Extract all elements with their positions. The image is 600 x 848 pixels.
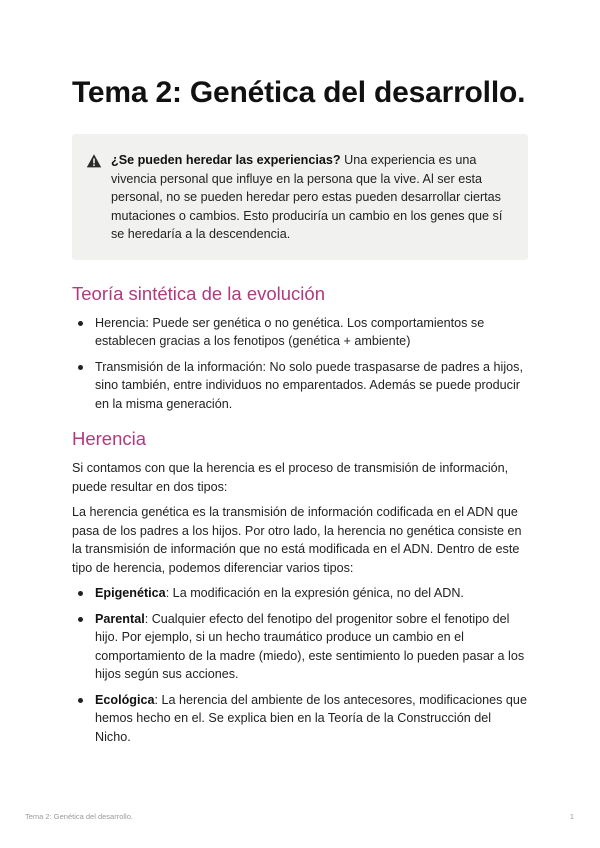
list-item [72, 358, 528, 414]
bullet-icon [78, 617, 83, 622]
herencia-types-list [72, 584, 528, 746]
bullet-icon [78, 365, 83, 370]
bullet-icon [78, 591, 83, 596]
section-heading-herencia: Herencia [72, 428, 147, 449]
warning-icon [86, 153, 102, 169]
list-item-text: Transmisión de la información: No solo puede traspasarse de padres a hijos, sino también, entre individuos no emparentados. Además se puede producir en la misma generación. [95, 359, 523, 411]
list-item-text: : La modificación en la expresión génica, no del ADN. [165, 586, 464, 600]
page-number: 1 [569, 812, 574, 821]
bullet-icon [78, 698, 83, 703]
callout-body: Una experiencia es una vivencia personal que influye en la persona que la vive. Al ser esta personal, no se pueden heredar pero estas pueden desarrollar ciertas mutaciones o cambios. Esto produciría un cambio en los genes que sí se heredaría a la descendencia. [111, 153, 503, 241]
list-item [72, 610, 528, 684]
paragraph: Si contamos con que la herencia es el proceso de transmisión de información, puede resultar en dos tipos: [72, 461, 509, 494]
page-title: Tema 2: Genética del desarrollo. [72, 76, 526, 109]
list-item [72, 584, 528, 603]
warning-callout [72, 134, 528, 260]
callout-text [111, 151, 508, 244]
list-item-text: : Cualquier efecto del fenotipo del progenitor sobre el fenotipo del hijo. Por ejemplo, si un hecho traumático produce un cambio en el comportamiento de la madre (miedo), este sentimiento lo pueden pasar a los hijos según sus acciones. [95, 611, 525, 681]
paragraph: La herencia genética es la transmisión de información codificada en el ADN que pasa de los padres a los hijos. Por otro lado, la herencia no genética consiste en la transmisión de información que no está modificada en el ADN. Dentro de este tipo de herencia, podemos diferenciar varios tipos: [72, 505, 522, 575]
section-heading-teoria: Teoría sintética de la evolución [72, 282, 325, 304]
list-item-term: Parental [95, 611, 145, 626]
list-item [72, 314, 528, 351]
list-item-text: Herencia: Puede ser genética o no genética. Los comportamientos se establecen gracias a los fenotipos (genética + ambiente) [95, 315, 485, 348]
callout-question: ¿Se pueden heredar las experiencias? [111, 153, 341, 167]
list-item [72, 691, 528, 747]
bullet-icon [78, 321, 83, 326]
list-item-term: Epigenética [95, 586, 166, 600]
footer-title: Tema 2: Genética del desarrollo. [25, 812, 133, 821]
list-item-term: Ecológica [95, 692, 155, 707]
list-item-text: : La herencia del ambiente de los antecesores, modificaciones que hemos hecho en el. Se explica bien en la Teoría de la Construcción del Nicho. [95, 692, 527, 744]
page-content [72, 74, 528, 753]
teoria-list [72, 314, 528, 414]
